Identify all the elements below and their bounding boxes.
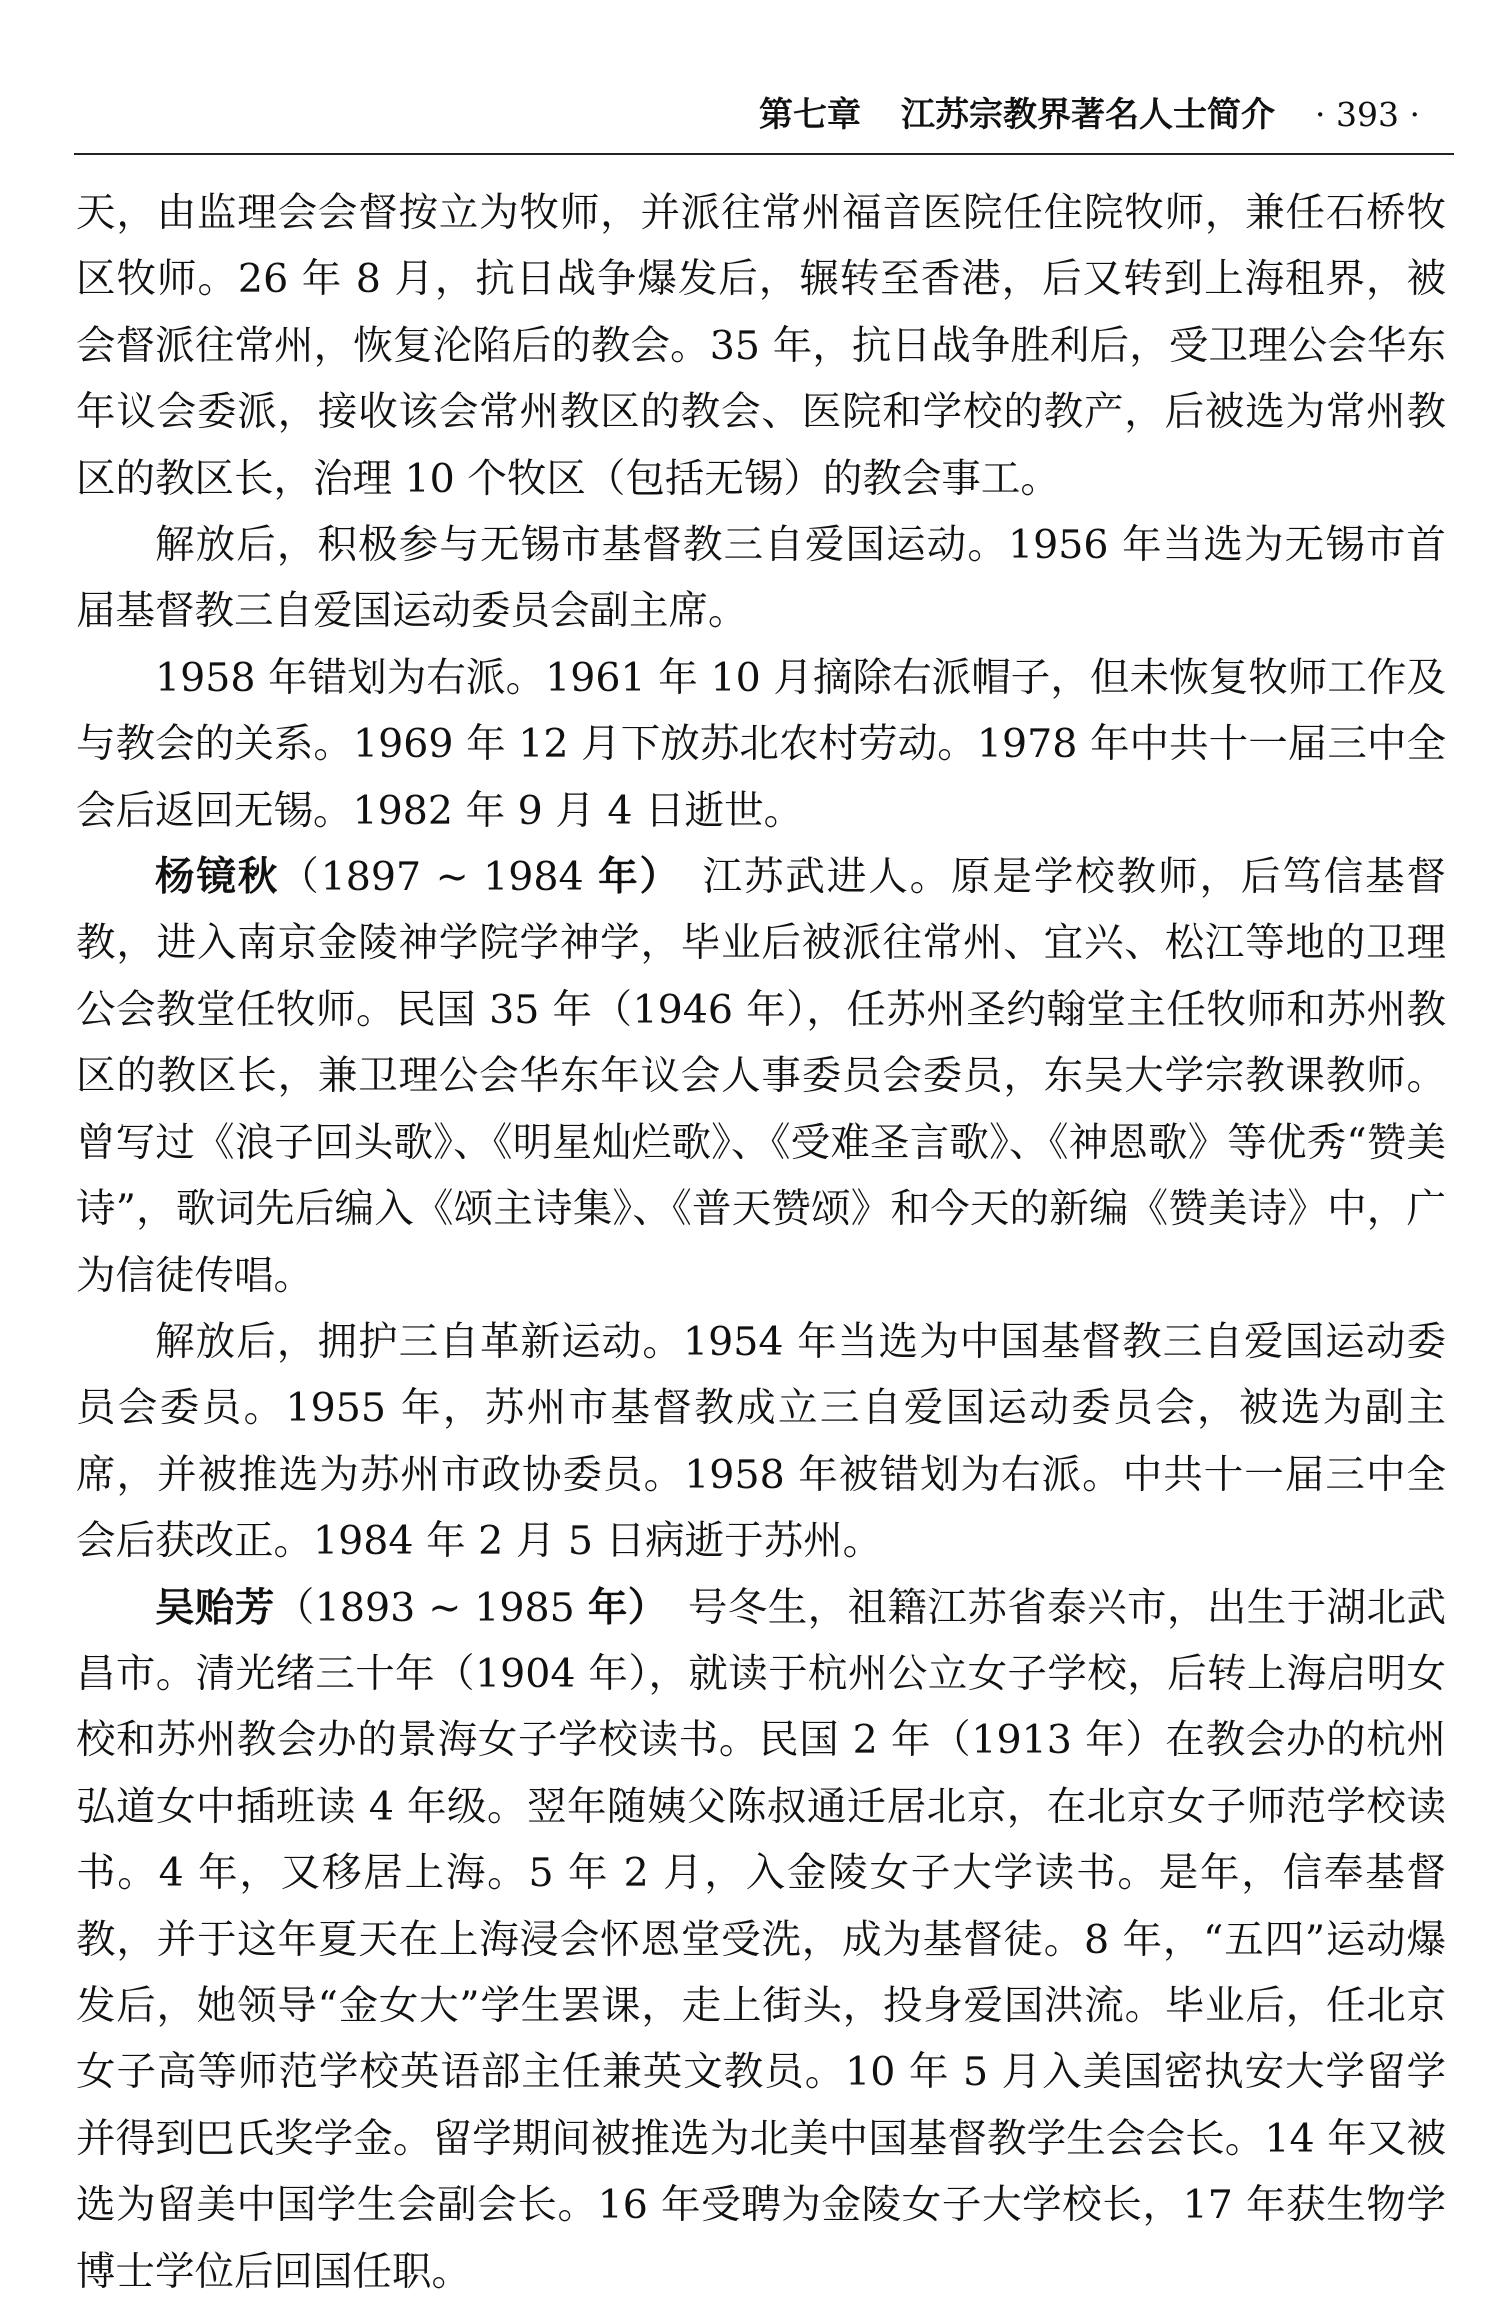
paragraph-continuation: 天，由监理会会督按立为牧师，并派往常州福音医院任住院牧师，兼任石桥牧区牧师。26 年 8 月，抗日战争爆发后，辗转至香港，后又转到上海租界，被会督派往常州，恢复沦陷后的教会。35 年，抗日战争胜利后，受卫理公会华东年议会委派，接收该会常州教区的教会、医院和学校的教产，后被选为常州教区的教区长，治理 10 个牧区（包括无锡）的教会事工。	[76, 190, 1446, 502]
lifespan	[275, 1585, 648, 1631]
body-text	[76, 180, 1446, 2305]
biography-entry-yang-jingqiu	[76, 844, 1446, 1309]
lifespan-years: （1893 ~ 1985	[274, 1584, 588, 1631]
running-header	[74, 95, 1454, 155]
lifespan-suffix: 年）	[587, 1584, 648, 1631]
entry-text: 号冬生，祖籍江苏省泰兴市，出生于湖北武昌市。清光绪三十年（1904 年），就读于杭州公立女子学校，后转上海启明女校和苏州教会办的景海女子学校读书。民国 2 年（1913 年）在教会办的杭州弘道女中插班读 4 年级。翌年随姨父陈叔通迁居北京，在北京女子师范学校读书。4 年，又移居上海。5 年 2 月，入金陵女子大学读书。是年，信奉基督教，并于这年夏天在上海浸会怀恩堂受洗，成为基督徒。8 年，“五四”运动爆发后，她领导“金女大”学生罢课，走上街头，投身爱国洪流。毕业后，任北京女子高等师范学校英语部主任兼英文教员。10 年 5 月入美国密执安大学留学并得到巴氏奖学金。留学期间被推选为北美中国基督教学生会会长。14 年又被选为留美中国学生会副会长。16 年受聘为金陵女子大学校长，17 年获生物学博士学位后回国任职。	[76, 1584, 1447, 2295]
person-name: 吴贻芳	[155, 1584, 275, 1631]
lifespan-suffix: 年）	[598, 854, 662, 901]
chapter-number: 第七章	[759, 95, 862, 135]
chapter-title: 江苏宗教界著名人士简介	[901, 95, 1276, 135]
paragraph: 解放后，积极参与无锡市基督教三自爱国运动。1956 年当选为无锡市首届基督教三自爱国运动委员会副主席。	[76, 522, 1446, 635]
entry-text: 江苏武进人。原是学校教师，后笃信基督教，进入南京金陵神学院学神学，毕业后被派往常州、宜兴、松江等地的卫理公会教堂任牧师。民国 35 年（1946 年），任苏州圣约翰堂主任牧师和苏州教区的教区长，兼卫理公会华东年议会人事委员会委员，东吴大学宗教课教师。曾写过《浪子回头歌》、《明星灿烂歌》、《受难圣言歌》、《神恩歌》等优秀“赞美诗”，歌词先后编入《颂主诗集》、《普天赞颂》和今天的新编《赞美诗》中，广为信徒传唱。	[76, 854, 1446, 1299]
biography-entry-wu-yifang	[76, 1575, 1446, 2305]
lifespan	[279, 854, 661, 900]
person-name: 杨镜秋	[155, 854, 280, 901]
page-number: · 393 ·	[1315, 95, 1420, 134]
lifespan-years: （1897 ~ 1984	[279, 854, 599, 901]
paragraph: 解放后，拥护三自革新运动。1954 年当选为中国基督教三自爱国运动委员会委员。1955 年，苏州市基督教成立三自爱国运动委员会，被选为副主席，并被推选为苏州市政协委员。1958 年被错划为右派。中共十一届三中全会后获改正。1984 年 2 月 5 日病逝于苏州。	[76, 1318, 1446, 1565]
header-text	[759, 95, 1420, 135]
paragraph: 1958 年错划为右派。1961 年 10 月摘除右派帽子，但未恢复牧师工作及与教会的关系。1969 年 12 月下放苏北农村劳动。1978 年中共十一届三中全会后返回无锡。1982 年 9 月 4 日逝世。	[76, 654, 1446, 834]
